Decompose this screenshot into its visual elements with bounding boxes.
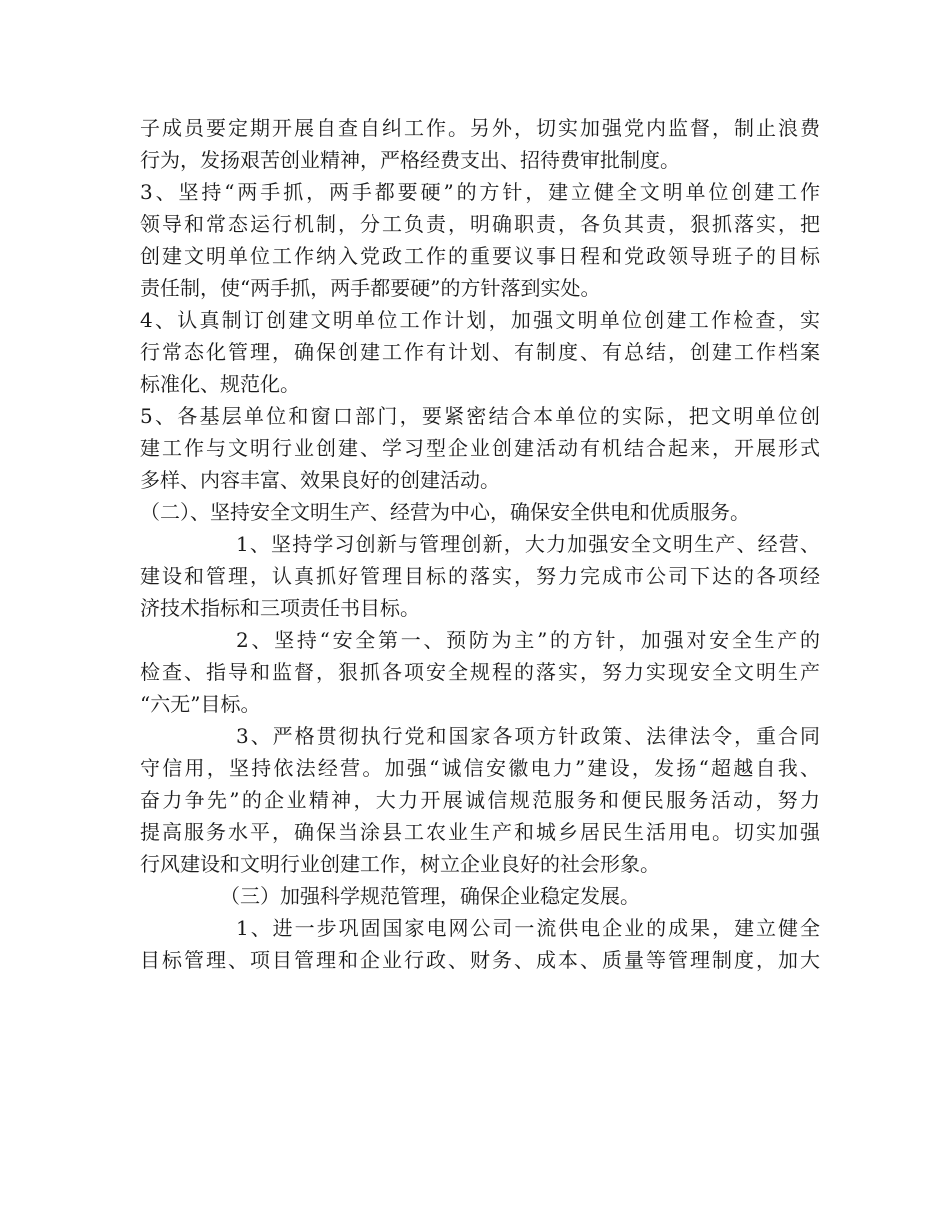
- text-line: 3、严格贯彻执行党和国家各项方针政策、法律法令，重合同: [236, 724, 820, 748]
- text-line: 1、坚持学习创新与管理创新，大力加强安全文明生产、经营、: [236, 532, 820, 556]
- text-line: 守信用，坚持依法经营。加强“诚信安徽电力”建设，发扬“超越自我、: [140, 756, 820, 780]
- text-line: 领导和常态运行机制，分工负责，明确职责，各负其责，狠抓落实，把: [140, 212, 820, 236]
- text-line: 检查、指导和监督，狠抓各项安全规程的落实，努力实现安全文明生产: [140, 660, 820, 684]
- text-line: 行常态化管理，确保创建工作有计划、有制度、有总结，创建工作档案: [140, 340, 820, 364]
- text-line: 标准化、规范化。: [140, 372, 300, 396]
- text-line: 子成员要定期开展自查自纠工作。另外，切实加强党内监督，制止浪费: [140, 116, 820, 140]
- section-heading: （二）、坚持安全文明生产、经营为中心，确保安全供电和优质服务。: [140, 500, 750, 524]
- text-line: 建设和管理，认真抓好管理目标的落实，努力完成市公司下达的各项经: [140, 564, 820, 588]
- text-line: 行风建设和文明行业创建工作，树立企业良好的社会形象。: [140, 852, 660, 876]
- document-body: [140, 112, 820, 976]
- text-line: 责任制，使“两手抓，两手都要硬”的方针落到实处。: [140, 276, 601, 300]
- text-line: 4、认真制订创建文明单位工作计划，加强文明单位创建工作检查，实: [140, 308, 820, 332]
- text-line: 1、进一步巩固国家电网公司一流供电企业的成果，建立健全: [236, 916, 820, 940]
- text-line: 奋力争先”的企业精神，大力开展诚信规范服务和便民服务活动，努力: [140, 788, 820, 812]
- text-line: 3、坚持“两手抓，两手都要硬”的方针，建立健全文明单位创建工作: [140, 180, 820, 204]
- text-line: 济技术指标和三项责任书目标。: [140, 596, 420, 620]
- text-line: 创建文明单位工作纳入党政工作的重要议事日程和党政领导班子的目标: [140, 244, 820, 268]
- text-line: 目标管理、项目管理和企业行政、财务、成本、质量等管理制度，加大: [140, 948, 820, 972]
- text-line: 行为，发扬艰苦创业精神，严格经费支出、招待费审批制度。: [140, 148, 680, 172]
- text-line: “六无”目标。: [140, 692, 261, 716]
- text-line: 建工作与文明行业创建、学习型企业创建活动有机结合起来，开展形式: [140, 436, 820, 460]
- text-line: 多样、内容丰富、效果良好的创建活动。: [140, 468, 500, 492]
- text-line: 5、各基层单位和窗口部门，要紧密结合本单位的实际，把文明单位创: [140, 404, 820, 428]
- text-line: 提高服务水平，确保当涂县工农业生产和城乡居民生活用电。切实加强: [140, 820, 820, 844]
- section-heading: （三）加强科学规范管理，确保企业稳定发展。: [220, 884, 640, 908]
- text-line: 2、坚持“安全第一、预防为主”的方针，加强对安全生产的: [236, 628, 820, 652]
